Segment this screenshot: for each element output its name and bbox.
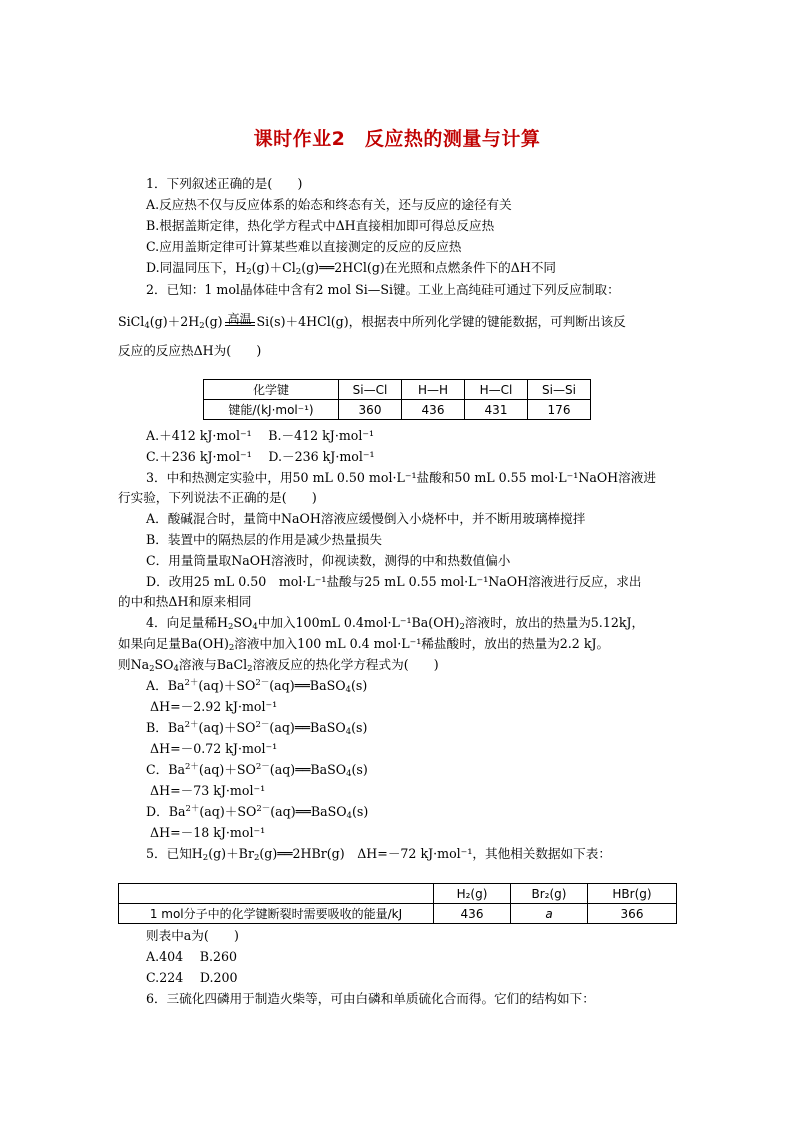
q4-option-b: B．$Ba^{2+}(aq)+SO^{2-}(aq)══BaSO_4(s)$ — [146, 720, 368, 737]
q3-option-d: D．改用25 mL 0.50 mol·L⁻¹盐酸与25 mL 0.55 mol·L⁻¹NaOH溶液进行反应，求出 — [146, 574, 642, 589]
q5-question: 则表中a为( ) — [146, 928, 239, 943]
table-row: 化学键 Si—Cl H—H H—Cl Si—Si — [204, 380, 591, 400]
q5-options-ab: A.404 B.260 — [146, 949, 238, 964]
q1-option-a: A.反应热不仅与反应体系的始态和终态有关，还与反应的途径有关 — [146, 197, 512, 212]
q5-options-cd: C.224 D.200 — [146, 970, 238, 985]
q3-option-d-cont: 的中和热ΔH和原来相同 — [118, 594, 252, 609]
q2-stem: 2．已知：1 mol晶体硅中含有2 mol Si—Si键。工业上高纯硅可通过下列反应制取： — [146, 282, 620, 297]
q4-option-c: C．$Ba^{2+}(aq)+SO^{2-}(aq)══BaSO_4(s)$ — [146, 762, 368, 779]
q2-equation: $SiCl_4(g)+2H_2(g)$ 高温 Si(s)＋4HCl(g)，根据表中所列化学键的键能数据，可判断出该反 — [118, 312, 626, 331]
q4-stem-2: 如果向足量$Ba(OH)_2$溶液中加入100 mL 0.4 mol·L⁻¹稀盐酸时，放出的热量为2.2 kJ。 — [118, 636, 610, 653]
q4-option-c-dh: ΔH=－73 kJ·mol⁻¹ — [150, 783, 266, 798]
table-row: 键能/(kJ·mol⁻¹) 360 436 431 176 — [204, 400, 591, 420]
q3-stem: 3．中和热测定实验中，用50 mL 0.50 mol·L⁻¹盐酸和50 mL 0.55 mol·L⁻¹NaOH溶液进 — [146, 470, 656, 485]
page-title: 课时作业2 反应热的测量与计算 — [253, 128, 541, 150]
q3-option-b: B．装置中的隔热层的作用是减少热量损失 — [146, 532, 382, 547]
q1-option-b: B.根据盖斯定律，热化学方程式中ΔH直接相加即可得总反应热 — [146, 218, 495, 233]
q2-options-ab: A.＋412 kJ·mol⁻¹ B.－412 kJ·mol⁻¹ — [146, 428, 375, 443]
q1-option-d: D.同温同压下，$H_2(g)+Cl_2(g)══2HCl(g)$在光照和点燃条件下的ΔH不同 — [146, 260, 557, 277]
q6-stem: 6．三硫化四磷用于制造火柴等，可由白磷和单质硫化合而得。它们的结构如下： — [146, 991, 595, 1006]
table-row: 1 mol分子中的化学键断裂时需要吸收的能量/kJ 436 a 366 — [119, 904, 677, 924]
q4-option-d: D．$Ba^{2+}(aq)+SO^{2-}(aq)══BaSO_4(s)$ — [146, 804, 369, 821]
energy-table — [118, 883, 677, 924]
q4-option-a: A．$Ba^{2+}(aq)+SO^{2-}(aq)══BaSO_4(s)$ — [146, 678, 368, 695]
q4-stem-3: 则$Na_2SO_4$溶液与BaCl$_2$溶液反应的热化学方程式为( ) — [118, 657, 439, 674]
q1-option-c: C.应用盖斯定律可计算某些难以直接测定的反应的反应热 — [146, 239, 462, 254]
q4-stem-1: 4．向足量稀$H_2SO_4$中加入100mL $0.4mol\cdot L^{-1}Ba(OH)_2$溶液时，放出的热量为5.12kJ， — [146, 615, 645, 632]
q2-stem-end: 反应的反应热ΔH为( ) — [118, 343, 262, 358]
q3-option-c: C．用量筒量取NaOH溶液时，仰视读数，测得的中和热数值偏小 — [146, 553, 511, 568]
bond-energy-table — [203, 379, 591, 420]
q4-option-d-dh: ΔH=－18 kJ·mol⁻¹ — [150, 825, 266, 840]
table-row: H₂(g) Br₂(g) HBr(g) — [119, 884, 677, 904]
q4-option-a-dh: ΔH=－2.92 kJ·mol⁻¹ — [150, 699, 278, 714]
q5-stem: 5．已知$H_2(g)+Br_2(g)══2HBr(g)$ ΔH=－72 kJ·mol⁻¹，其他相关数据如下表： — [146, 846, 611, 863]
q3-option-a: A．酸碱混合时，量筒中NaOH溶液应缓慢倒入小烧杯中，并不断用玻璃棒搅拌 — [146, 511, 586, 526]
q1-stem: 1．下列叙述正确的是( ) — [146, 176, 303, 191]
q4-option-b-dh: ΔH=－0.72 kJ·mol⁻¹ — [150, 741, 278, 756]
q2-options-cd: C.＋236 kJ·mol⁻¹ D.－236 kJ·mol⁻¹ — [146, 449, 375, 464]
q3-stem-cont: 行实验，下列说法不正确的是( ) — [118, 490, 317, 505]
